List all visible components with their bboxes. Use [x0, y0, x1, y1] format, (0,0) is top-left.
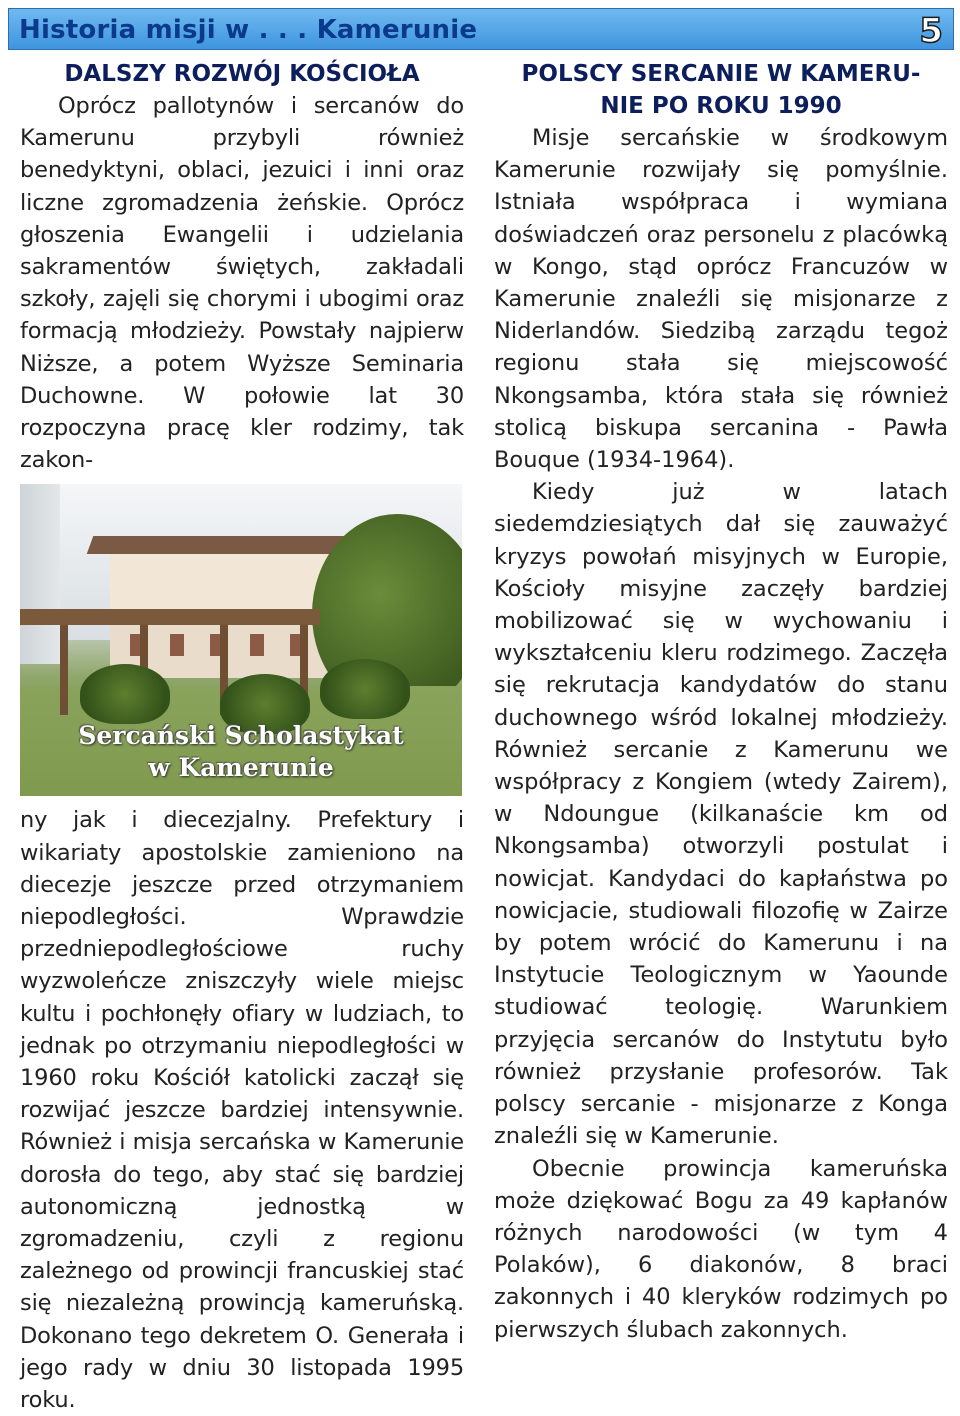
photo-caption-line-1: Sercański Scholastykat: [78, 721, 404, 751]
right-heading-line-2: NIE PO ROKU 1990: [600, 93, 842, 119]
left-heading: DALSZY ROZWÓJ KOŚCIOŁA: [64, 61, 420, 87]
right-column: [494, 58, 948, 1346]
left-column: [20, 58, 464, 1416]
right-heading-line-1: POLSCY SERCANIE W KAMERU-: [521, 61, 921, 87]
page-number: 5: [919, 11, 943, 51]
right-paragraph-3: Obecnie prowincja kameruńska może dziękować Bogu za 49 kapłanów różnych narodowości (w tym 4 Polaków), 6 diakonów, 8 braci zakonnych i 40 kleryków rodzimych po pierwszych ślubach zakonnych.: [494, 1155, 948, 1343]
section-title: Historia misji w . . . Kamerunie: [19, 15, 478, 45]
left-paragraph-2: ny jak i diecezjalny. Prefektury i wikariaty apostolskie zamieniono na diecezje jeszcze przed otrzymaniem niepodległości. Wprawdzie przedniepodległościowe ruchy wyzwoleńcze zniszczyły wiele miejsc kultu i pochłonęły ofiary w ludziach, to jednak po otrzymaniu niepodległości w 1960 roku Kościół katolicki zaczął się rozwijać jeszcze bardziej intensywnie. Również i misja sercańska w Kamerunie dorosła do tego, aby stać się bardziej autonomiczną jednostką w zgromadzeniu, czyli z regionu zależnego od prowincji francuskiej stać się niezależną prowincją kameruńską. Dokonano tego dekretem O. Generała i jego rady w dniu 30 listopada 1995 roku.: [20, 807, 464, 1414]
right-paragraph-2: Kiedy już w latach siedemdziesiątych dał się zauważyć kryzys powołań misyjnych w Europie, Kościoły misyjne zaczęły bardziej mobilizować się w wychowaniu i wykształceniu kleru rodzimego. Zaczęła się rekrutacja kandydatów do stanu duchownego wśród lokalnej młodzieży. Również sercanie z Kamerunu we współpracy z Kongiem (wtedy Zairem), w Ndoungue (kilkanaście km od Nkongsamba) otworzyli postulat i nowicjat. Kandydaci do kapłaństwa po nowicjacie, studiowali filozofię w Zairze by potem wrócić do Kamerunu i na Instytucie Teologicznym w Yaounde studiować teologię. Warunkiem przyjęcia sercanów do Instytutu było również przysłanie profesorów. Tak polscy sercanie - misjonarze z Konga znaleźli się w Kamerunie.: [494, 479, 948, 1150]
photo-caption-line-2: w Kamerunie: [148, 753, 334, 783]
right-paragraph-1: Misje sercańskie w środkowym Kamerunie rozwijały się pomyślnie. Istniała współpraca i wymiana doświadczeń oraz personelu z placówką w Kongo, stąd oprócz Francuzów w Kamerunie znaleźli się misjonarze z Niderlandów. Siedzibą zarządu tegoż regionu stała się miejscowość Nkongsamba, która stała się również stolicą biskupa sercanina - Pawła Bouque (1934-1964).: [494, 125, 948, 474]
left-paragraph-1: Oprócz pallotynów i sercanów do Kamerunu przybyli również benedyktyni, oblaci, jezuici i inni oraz liczne zgromadzenia żeńskie. Oprócz głoszenia Ewangelii i udzielania sakramentów świętych, zakładali szkoły, zajęli się chorymi i ubogimi oraz formacją młodzieży. Powstały najpierw Niższe, a potem Wyższe Seminaria Duchowne. W połowie lat 30 rozpoczyna pracę kler rodzimy, tak zakon-: [20, 93, 464, 474]
photo-caption: [20, 720, 462, 784]
scholasticate-photo: [20, 484, 462, 796]
page-header-bar: [8, 8, 954, 50]
